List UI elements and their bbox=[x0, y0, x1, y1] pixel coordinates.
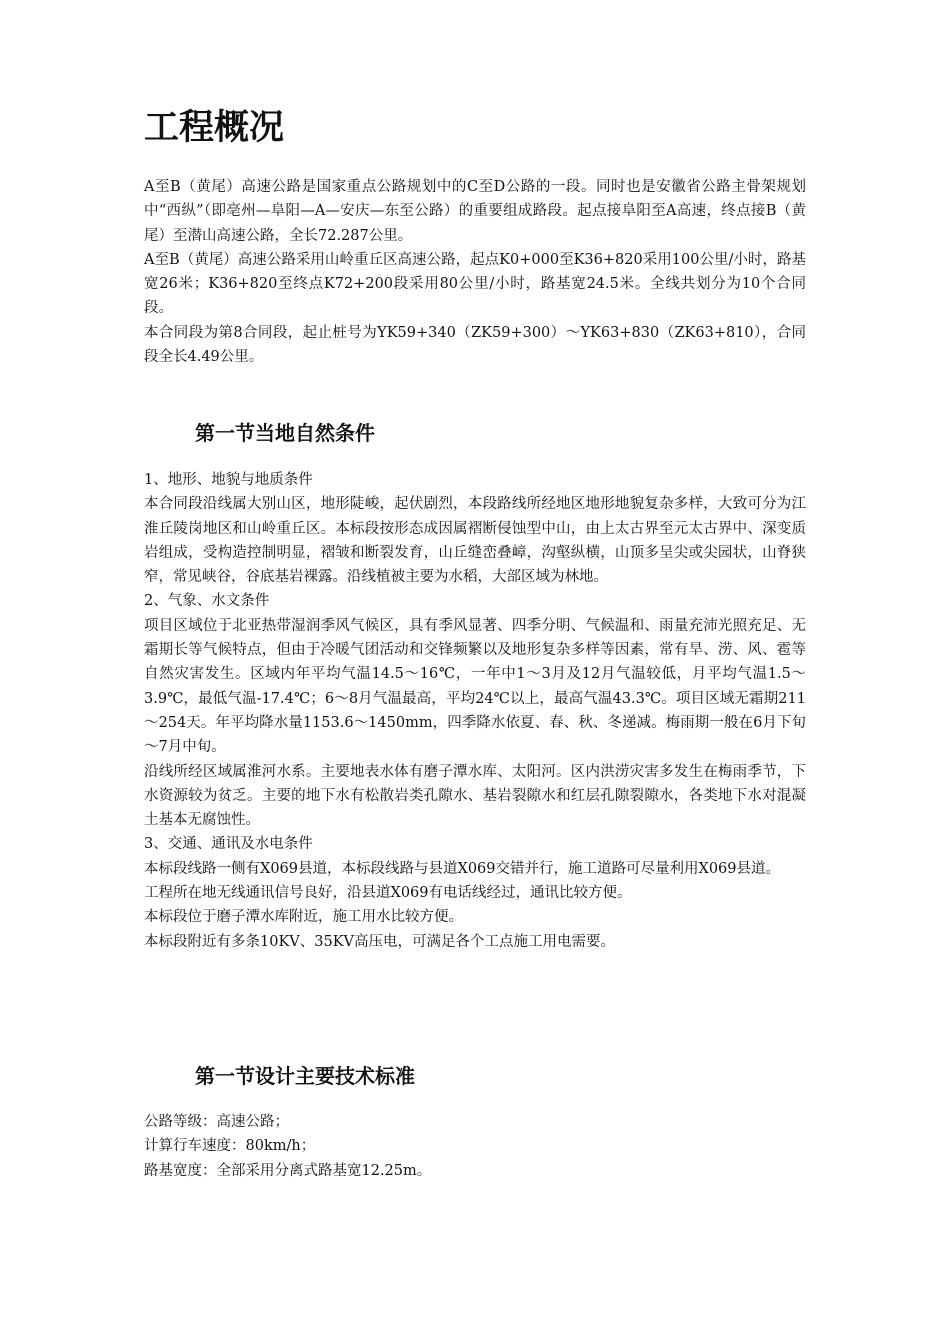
subsection-title: 3、交通、通讯及水电条件 bbox=[144, 836, 313, 853]
intro-paragraph: A至B（黄尾）高速公路是国家重点公路规划中的C至D公路的一段。同时也是安徽省公路主骨架规划中“西纵”（即亳州—阜阳—A—安庆—东至公路）的重要组成路段。起点接阜阳至A高速，终点接B（黄尾）至潜山高速公路，全长72.287公里。 bbox=[144, 179, 806, 244]
standard-item: 公路等级：高速公路； bbox=[144, 1114, 289, 1130]
body-paragraph: 本标段附近有多条10KV、35KV高压电，可满足各个工点施工用电需要。 bbox=[144, 933, 616, 950]
body-paragraph: 本标段位于磨子潭水库附近，施工用水比较方便。 bbox=[144, 909, 463, 926]
body-paragraph: 本标段线路一侧有X069县道，本标段线路与县道X069交错并行，施工道路可尽量利用X069县道。 bbox=[144, 860, 780, 877]
intro-paragraph: 本合同段为第8合同段，起止桩号为YK59+340（ZK59+300）～YK63+830（ZK63+810），合同段全长4.49公里。 bbox=[144, 324, 806, 366]
technical-standards-block bbox=[144, 1110, 806, 1183]
natural-conditions-block bbox=[144, 468, 806, 954]
page-title: 工程概况 bbox=[144, 108, 285, 148]
body-paragraph: 项目区域位于北亚热带湿润季风气候区，具有季风显著、四季分明、气候温和、雨量充沛光照充足、无霜期长等气候特点，但由于冷暖气团活动和交锋频繁以及地形复杂多样等因素，常有旱、涝、风、雹等自然灾害发生。区域内年平均气温14.5～16℃，一年中1～3月及12月气温较低，月平均气温1.5～3.9℃，最低气温-17.4℃；6～8月气温最高，平均24℃以上，最高气温43.3℃。项目区域无霜期211～254天。年平均降水量1153.6～1450mm，四季降水依夏、春、秋、冬递减。梅雨期一般在6月下旬～7月中旬。 bbox=[144, 617, 806, 756]
body-paragraph: 本合同段沿线属大别山区，地形陡峻，起伏剧烈，本段路线所经地区地形地貌复杂多样，大致可分为江淮丘陵岗地区和山岭重丘区。本标段按形态成因属褶断侵蚀型中山，由上太古界至元太古界中、深变质岩组成，受构造控制明显，褶皱和断裂发育，山丘缝峦叠嶂，沟壑纵横，山顶多呈尖或尖园状，山脊狭窄，常见峡谷，谷底基岩裸露。沿线植被主要为水稻，大部区域为林地。 bbox=[144, 496, 806, 586]
section-heading-technical-standards: 第一节设计主要技术标准 bbox=[195, 1064, 415, 1088]
standard-item: 路基宽度：全部采用分离式路基宽12.25m。 bbox=[144, 1162, 432, 1179]
section-heading-natural-conditions: 第一节当地自然条件 bbox=[195, 421, 375, 445]
subsection-title: 2、气象、水文条件 bbox=[144, 593, 270, 610]
subsection-title: 1、地形、地貌与地质条件 bbox=[144, 472, 313, 488]
intro-paragraph: A至B（黄尾）高速公路采用山岭重丘区高速公路，起点K0+000至K36+820采用100公里/小时，路基宽26米；K36+820至终点K72+200段采用80公里/小时，路基宽24.5米。全线共划分为10个合同段。 bbox=[144, 251, 806, 317]
body-paragraph: 沿线所经区域属淮河水系。主要地表水体有磨子潭水库、太阳河。区内洪涝灾害多发生在梅雨季节，下水资源较为贫乏。主要的地下水有松散岩类孔隙水、基岩裂隙水和红层孔隙裂隙水，各类地下水对混凝土基本无腐蚀性。 bbox=[144, 763, 806, 829]
intro-block bbox=[144, 175, 806, 369]
standard-item: 计算行车速度：80km/h； bbox=[144, 1138, 316, 1155]
body-paragraph: 工程所在地无线通讯信号良好，沿县道X069有电话线经过，通讯比较方便。 bbox=[144, 885, 632, 902]
